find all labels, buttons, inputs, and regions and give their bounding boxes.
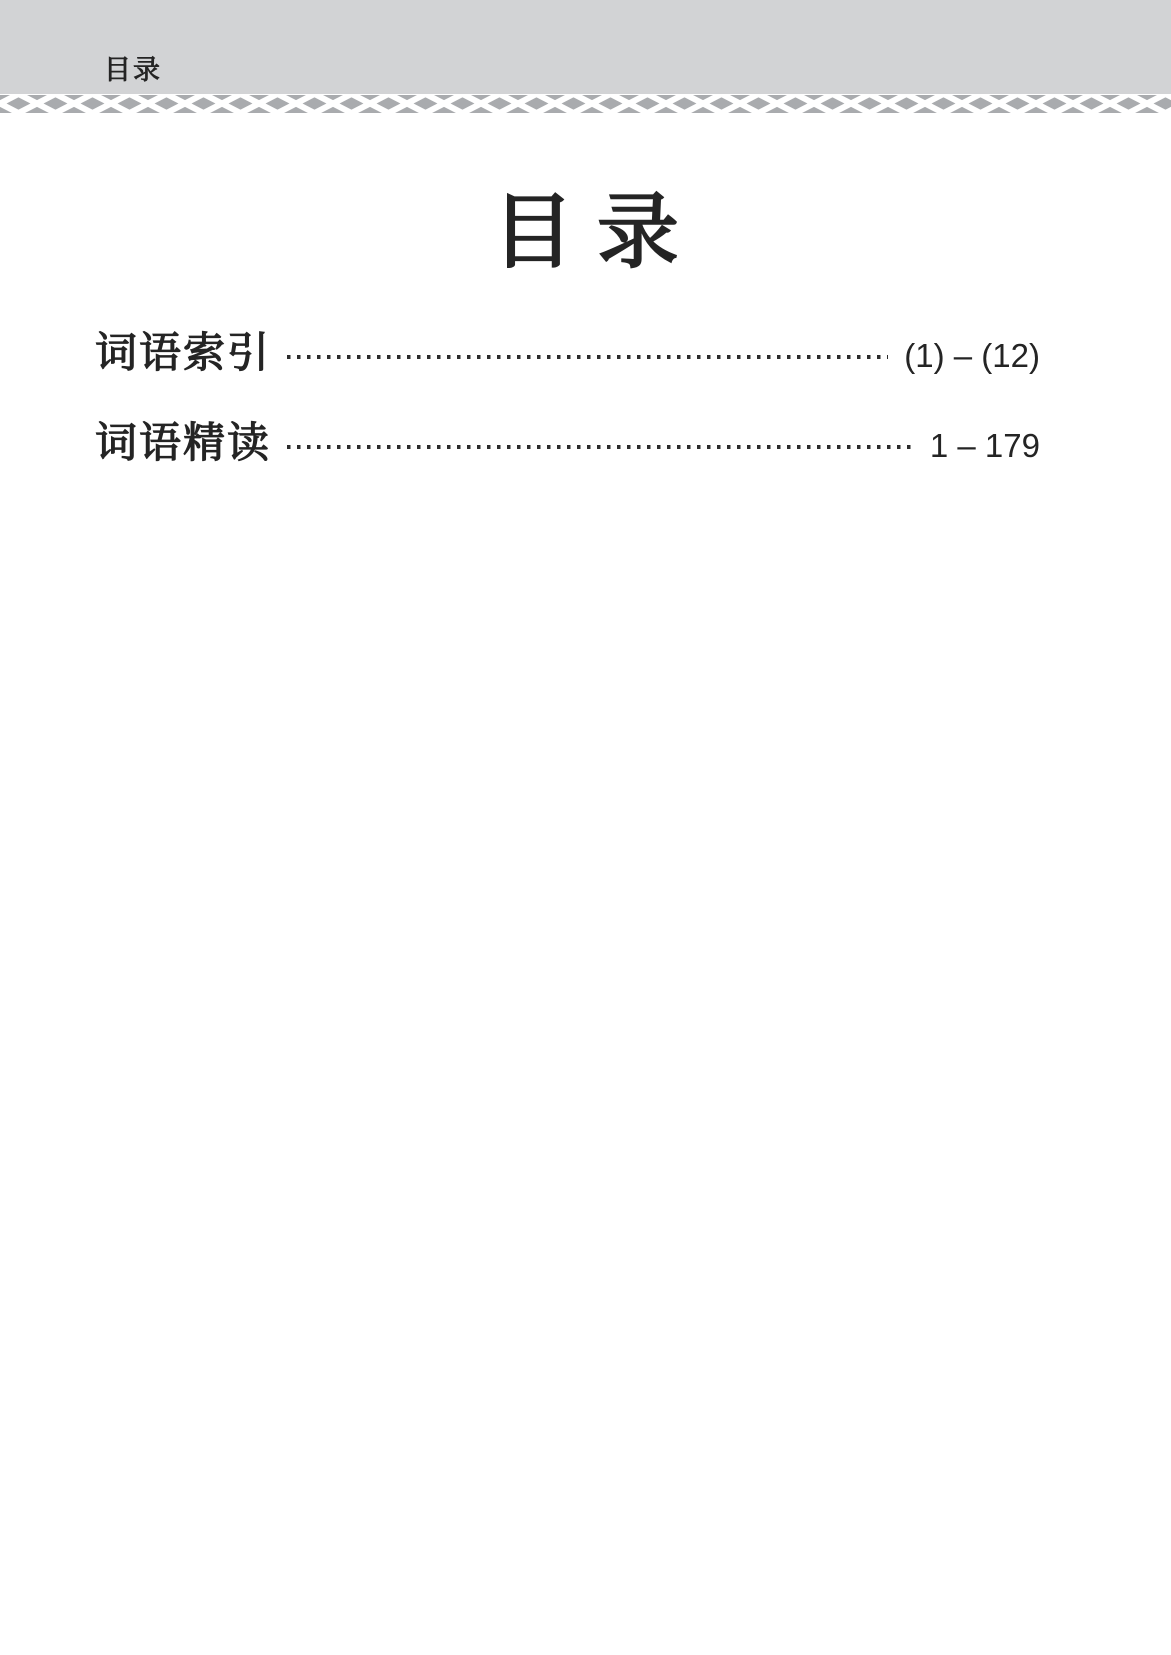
toc-entry-label: 词语索引: [95, 329, 272, 376]
running-header-title: 目录: [104, 55, 162, 85]
lattice-pattern-svg: [0, 94, 1171, 113]
dot-leader: [287, 445, 914, 449]
decorative-lattice-border: [0, 94, 1171, 115]
dot-leader: [287, 355, 888, 359]
page-title: 目 录: [492, 187, 679, 278]
toc-entry-label: 词语精读: [95, 419, 272, 466]
toc-entry: [95, 420, 1040, 466]
toc-entry: [95, 330, 1040, 376]
toc-entry-pages: (1) – (12): [904, 336, 1040, 374]
toc-entry-pages: 1 – 179: [929, 426, 1040, 464]
page-header-band: [0, 0, 1171, 94]
